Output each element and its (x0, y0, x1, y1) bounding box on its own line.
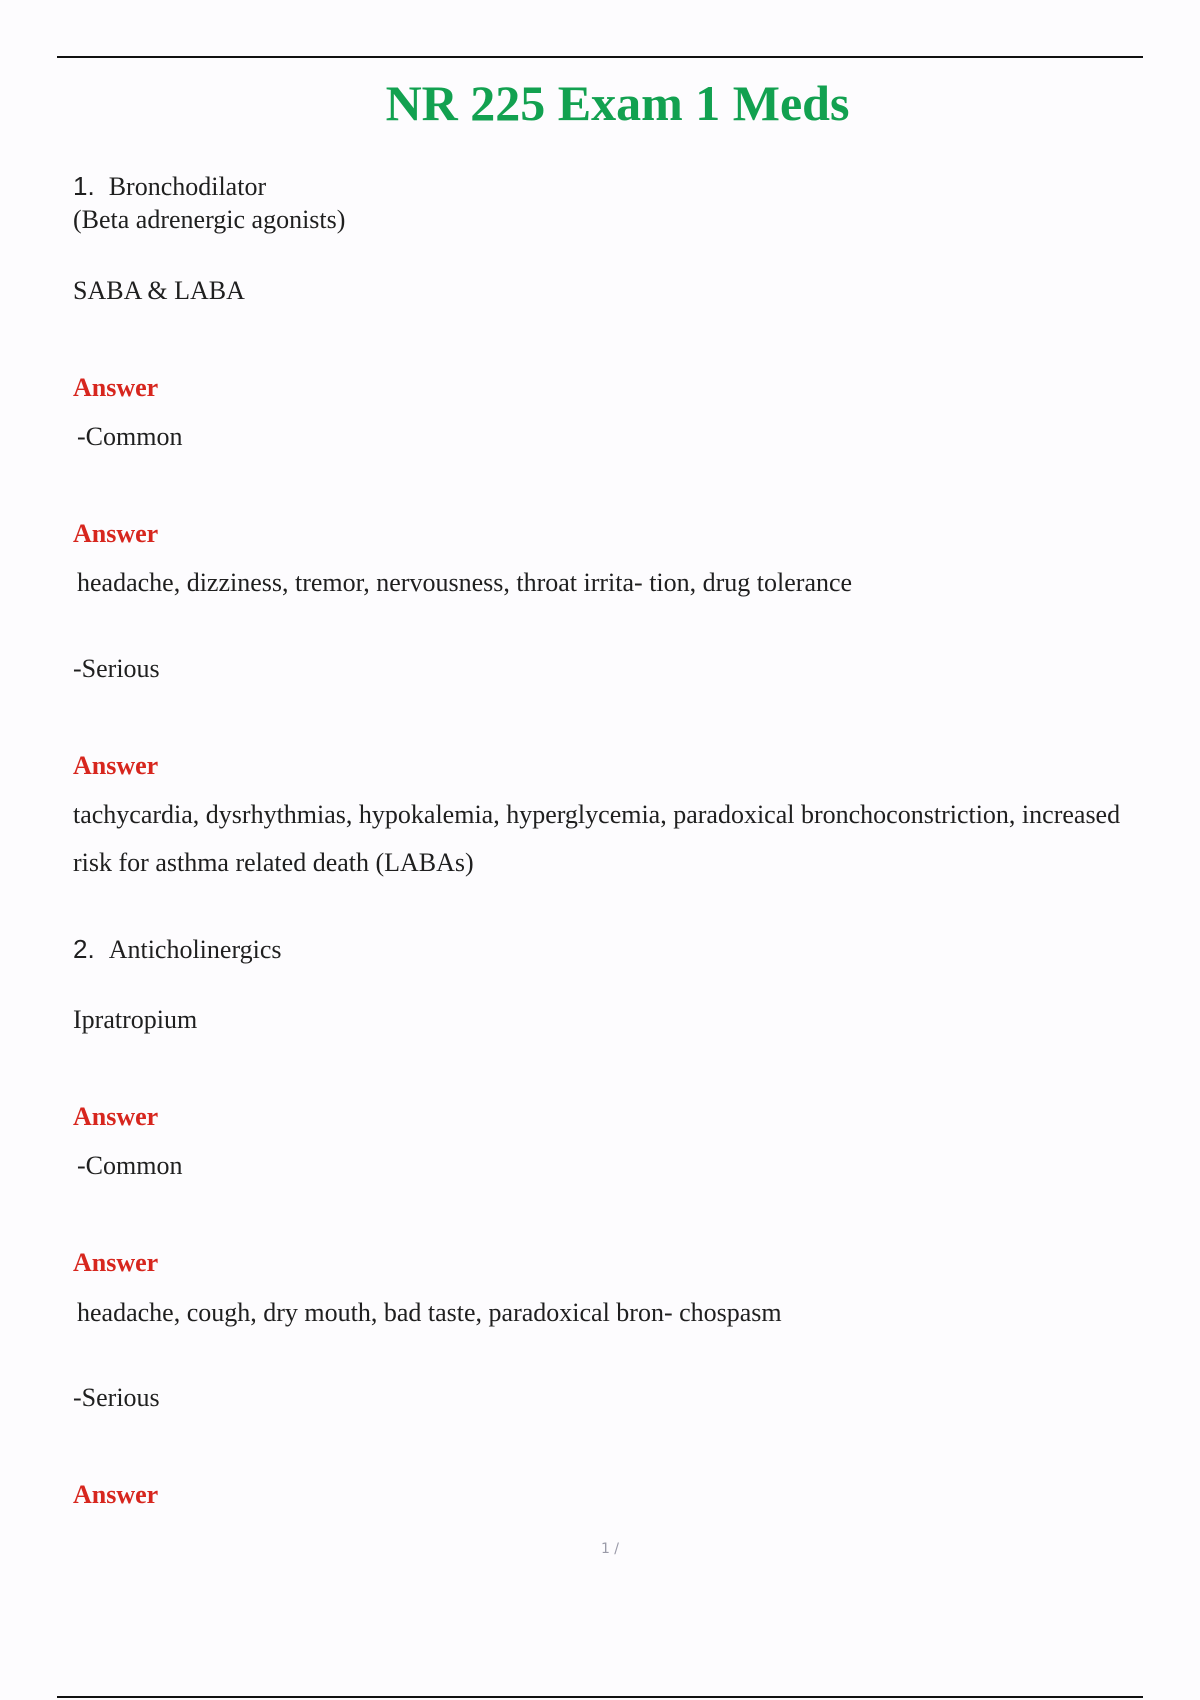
question-1-serious-label: -Serious (73, 654, 160, 683)
answer-label: Answer (73, 1102, 159, 1131)
question-2-heading (73, 933, 282, 966)
question-1-heading (73, 170, 266, 203)
page-indicator: 1 / (600, 1541, 620, 1557)
question-title: Bronchodilator (108, 172, 267, 201)
question-2-answer-common: -Common (77, 1151, 183, 1180)
answer-label: Answer (73, 519, 159, 548)
bottom-rule (57, 1696, 1143, 1698)
question-2-drug: Ipratropium (73, 1005, 198, 1034)
answer-label: Answer (73, 751, 159, 780)
question-1-answer-serious: tachycardia, dysrhythmias, hypokalemia, hyperglycemia, paradoxical bronchoconstriction, increased risk for asthma related death (LABAs) (73, 800, 1121, 877)
answer-label: Answer (73, 1248, 159, 1277)
document-title: NR 225 Exam 1 Meds (385, 75, 850, 131)
answer-label: Answer (73, 373, 159, 402)
question-1-answer-common: -Common (77, 422, 183, 451)
question-number: 1. (73, 171, 95, 201)
question-2-serious-label: -Serious (73, 1383, 160, 1412)
question-title: Anticholinergics (108, 935, 282, 964)
question-1-answer-side-effects: headache, dizziness, tremor, nervousness, throat irrita- tion, drug tolerance (77, 568, 853, 597)
question-number: 2. (73, 934, 95, 964)
question-2-answer-side-effects: headache, cough, dry mouth, bad taste, paradoxical bron- chospasm (77, 1298, 782, 1327)
top-rule (57, 56, 1143, 58)
question-1-subheading: (Beta adrenergic agonists) (73, 205, 346, 234)
answer-label: Answer (73, 1480, 159, 1509)
question-1-drug: SABA & LABA (73, 276, 245, 305)
